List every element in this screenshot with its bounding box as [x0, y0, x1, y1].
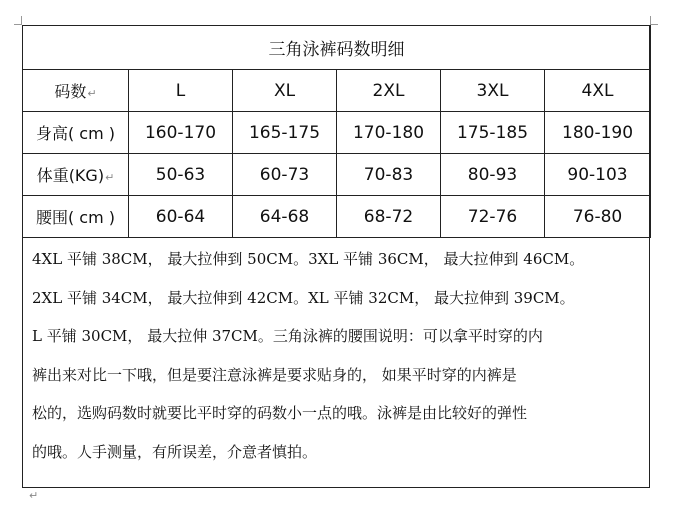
- corner-mark: [650, 24, 658, 25]
- table-cell: 72-76: [441, 196, 545, 238]
- table-row-height: [23, 112, 651, 154]
- corner-mark: [21, 16, 22, 24]
- table-cell: 68-72: [337, 196, 441, 238]
- table-row-weight: [23, 154, 651, 196]
- title-row: [23, 26, 651, 70]
- size-header-label: 码数↵: [23, 70, 129, 112]
- size-header-cell: XL: [233, 70, 337, 112]
- size-notes: [32, 240, 644, 472]
- corner-mark: [650, 16, 651, 24]
- notes-line: 的哦。人手测量，有所误差，介意者慎拍。: [32, 442, 318, 461]
- corner-mark: [14, 24, 22, 25]
- notes-line: 松的，选购码数时就要比平时穿的码数小一点的哦。泳裤是由比较好的弹性: [32, 404, 528, 423]
- size-header-cell: 2XL: [337, 70, 441, 112]
- table-cell: 170-180: [337, 112, 441, 154]
- size-header-cell: 4XL: [545, 70, 651, 112]
- size-header-row: [23, 70, 651, 112]
- table-title: 三角泳裤码数明细: [23, 26, 651, 70]
- notes-line: 2XL 平铺 34CM， 最大拉伸到 42CM。XL 平铺 32CM， 最大拉伸到 39CM。: [32, 288, 575, 307]
- size-header-cell: L: [129, 70, 233, 112]
- table-cell: 165-175: [233, 112, 337, 154]
- paragraph-mark: ↵: [29, 489, 39, 502]
- table-cell: 60-64: [129, 196, 233, 238]
- table-cell: 70-83: [337, 154, 441, 196]
- size-chart-table: [22, 25, 651, 238]
- table-cell: 60-73: [233, 154, 337, 196]
- table-cell: 90-103: [545, 154, 651, 196]
- row-label-waist: 腰围( cm ): [23, 196, 129, 238]
- table-cell: 80-93: [441, 154, 545, 196]
- row-label-weight: 体重(KG)↵: [23, 154, 129, 196]
- paragraph-mark: ↵: [105, 171, 115, 184]
- table-cell: 64-68: [233, 196, 337, 238]
- table-cell: 160-170: [129, 112, 233, 154]
- table-cell: 76-80: [545, 196, 651, 238]
- table-row-waist: [23, 196, 651, 238]
- size-header-cell: 3XL: [441, 70, 545, 112]
- table-cell: 180-190: [545, 112, 651, 154]
- notes-line: 4XL 平铺 38CM， 最大拉伸到 50CM。3XL 平铺 36CM， 最大拉伸到 46CM。: [32, 250, 585, 268]
- notes-line: L 平铺 30CM， 最大拉伸 37CM。三角泳裤的腰围说明：可以拿平时穿的内: [32, 327, 543, 346]
- table-cell: 175-185: [441, 112, 545, 154]
- table-cell: 50-63: [129, 154, 233, 196]
- paragraph-mark: ↵: [87, 87, 97, 100]
- notes-line: 裤出来对比一下哦，但是要注意泳裤是要求贴身的， 如果平时穿的内裤是: [32, 365, 517, 384]
- row-label-height: 身高( cm ): [23, 112, 129, 154]
